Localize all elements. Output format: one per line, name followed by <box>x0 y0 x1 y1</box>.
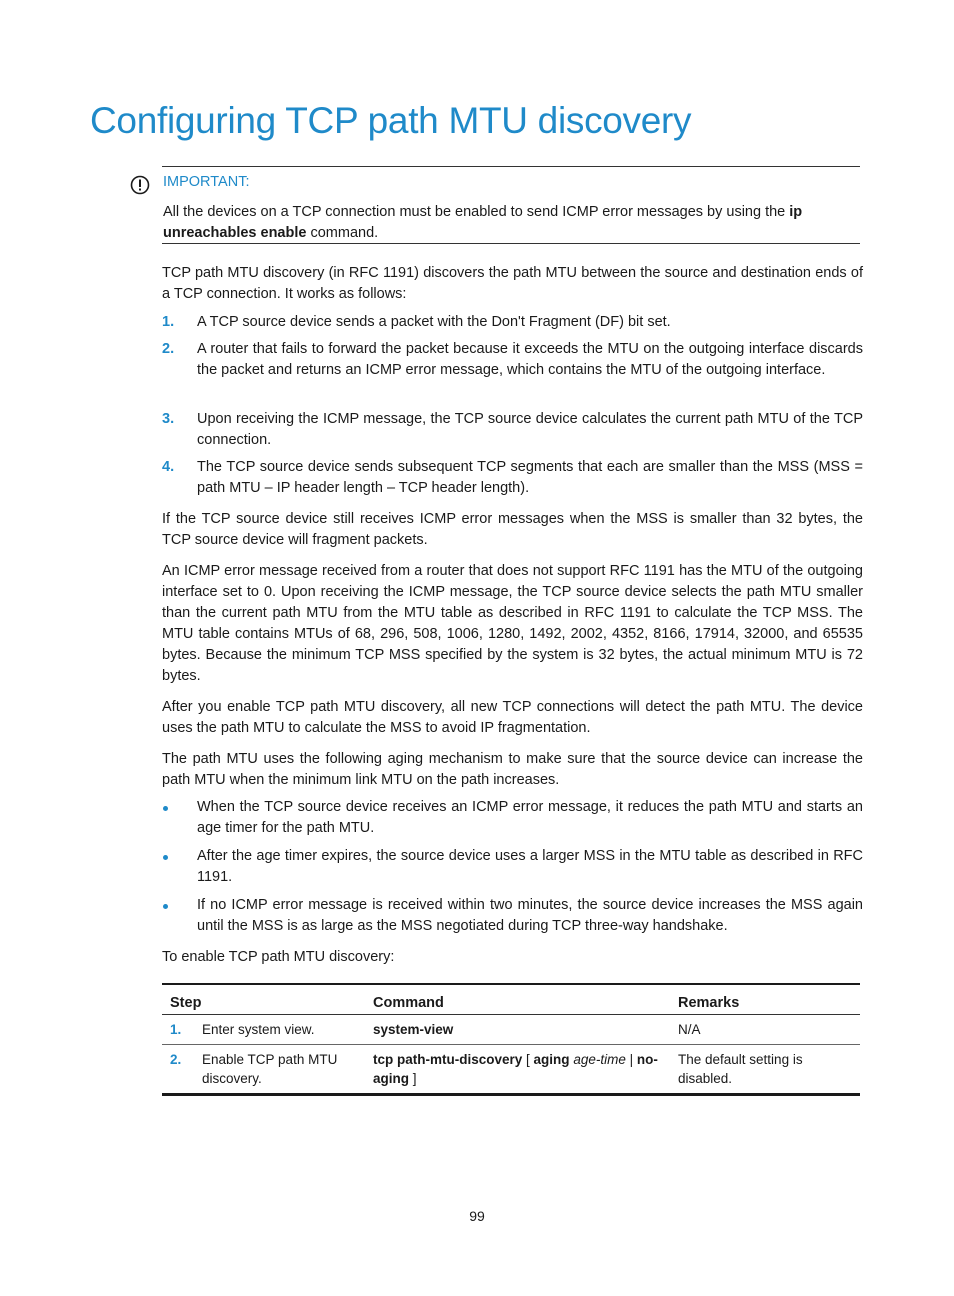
step-text: A TCP source device sends a packet with the Don't Fragment (DF) bit set. <box>197 314 671 330</box>
aging-paragraph: The path MTU uses the following aging mechanism to make sure that the source device can increase the path MTU when the minimum link MTU on the path increases. <box>162 751 863 788</box>
remarks-cell: The default setting is disabled. <box>670 1045 860 1095</box>
step-description: Enter system view. <box>202 1022 315 1037</box>
icmp-paragraph: An ICMP error message received from a router that does not support RFC 1191 has the MTU of the outgoing interface set to 0. Upon receiving the ICMP message, the TCP source device selects the path MTU smaller than the current path MTU from the MTU table as described in RFC 1191 to calculate the TCP MSS. The MTU table contains MTUs of 68, 296, 508, 1006, 1280, 1492, 2002, 4352, 8166, 17914, 32000, and 65535 bytes. Because the minimum TCP MSS specified by the system is 32 bytes, the actual minimum MTU is 72 bytes. <box>162 563 863 684</box>
step-description: Enable TCP path MTU discovery. <box>202 1052 338 1086</box>
step-number: 1. <box>162 314 175 330</box>
list-item <box>162 312 863 333</box>
bullet-icon <box>163 806 168 811</box>
remarks-cell: N/A <box>670 1015 860 1045</box>
step-cell <box>162 1015 365 1045</box>
step-text: Upon receiving the ICMP message, the TCP source device calculates the current path MTU of the TCP connection. <box>197 411 863 448</box>
list-item <box>162 409 863 451</box>
step-number: 1. <box>170 1022 182 1037</box>
step-number: 2. <box>162 341 175 357</box>
important-icon <box>130 175 150 195</box>
title-divider <box>162 166 860 167</box>
enable-paragraph: After you enable TCP path MTU discovery, all new TCP connections will detect the path MTU. The device uses the path MTU to calculate the MSS to avoid IP fragmentation. <box>162 699 863 736</box>
header-command: Command <box>365 984 670 1015</box>
bullet-text: When the TCP source device receives an ICMP error message, it reduces the path MTU and starts an age timer for the path MTU. <box>197 799 863 836</box>
page-number: 99 <box>469 1208 485 1224</box>
important-divider <box>162 243 860 244</box>
list-item <box>162 846 863 888</box>
command-argument: age-time <box>573 1052 626 1067</box>
list-item <box>162 457 863 499</box>
important-label: IMPORTANT: <box>163 174 250 190</box>
bullet-text: If no ICMP error message is received within two minutes, the source device increases the MSS again until the MSS is as large as the MSS negotiated during TCP three-way handshake. <box>197 897 863 934</box>
important-command: ip unreachables enable <box>163 204 803 241</box>
step-text: The TCP source device sends subsequent TCP segments that each are smaller than the MSS (MSS = path MTU – IP header length – TCP header length). <box>197 459 863 496</box>
list-item <box>162 895 863 937</box>
command-keyword: tcp path-mtu-discovery <box>373 1052 523 1067</box>
important-note: All the devices on a TCP connection must be enabled to send ICMP error messages by using the ip unreachables enable command. <box>163 204 803 241</box>
step-number: 4. <box>162 459 175 475</box>
list-item <box>162 339 863 381</box>
table-row <box>162 1015 860 1045</box>
step-number: 2. <box>170 1052 182 1067</box>
list-item <box>162 797 863 839</box>
fragment-paragraph: If the TCP source device still receives ICMP error messages when the MSS is smaller than 32 bytes, the TCP source device will fragment packets. <box>162 511 863 548</box>
bullet-icon <box>163 855 168 860</box>
page-title: Configuring TCP path MTU discovery <box>90 100 692 141</box>
intro-paragraph: TCP path MTU discovery (in RFC 1191) discovers the path MTU between the source and destination ends of a TCP connection. It works as follows: <box>162 265 863 302</box>
command-keyword: system-view <box>373 1022 454 1037</box>
bullet-icon <box>163 904 168 909</box>
step-cell <box>162 1045 365 1095</box>
header-remarks: Remarks <box>670 984 860 1015</box>
to-enable-paragraph: To enable TCP path MTU discovery: <box>162 949 395 965</box>
table-row <box>162 1045 860 1095</box>
step-number: 3. <box>162 411 175 427</box>
header-step: Step <box>162 984 365 1015</box>
command-keyword: aging <box>533 1052 570 1067</box>
command-keyword: no-aging <box>373 1052 658 1086</box>
table-header-row <box>162 984 860 1015</box>
command-cell: tcp path-mtu-discovery [ aging age-time | no-aging ] <box>365 1045 670 1095</box>
config-table <box>162 983 860 1096</box>
command-cell <box>365 1015 670 1045</box>
bullet-text: After the age timer expires, the source device uses a larger MSS in the MTU table as described in RFC 1191. <box>197 848 863 885</box>
step-text: A router that fails to forward the packet because it exceeds the MTU on the outgoing interface discards the packet and returns an ICMP error message, which contains the MTU of the outgoing interface. <box>197 341 863 378</box>
